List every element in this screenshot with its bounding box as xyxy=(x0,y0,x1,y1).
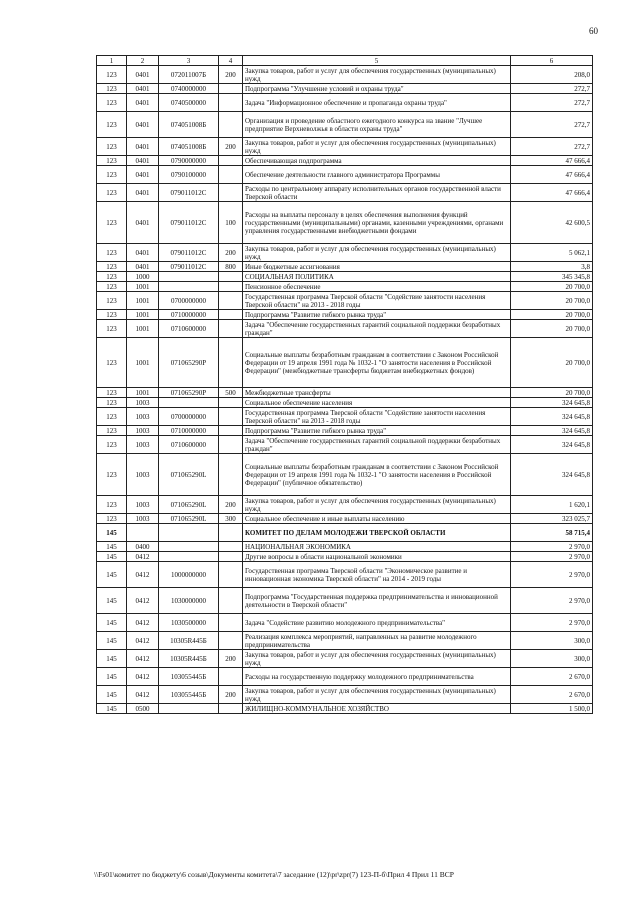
table-row xyxy=(97,112,593,138)
cell-c1: 123 xyxy=(97,156,127,166)
cell-c5: Задача "Содействие развитию молодежного предпринимательства" xyxy=(243,614,511,632)
cell-c2: 1003 xyxy=(127,426,159,436)
table-row xyxy=(97,614,593,632)
table-row xyxy=(97,588,593,614)
cell-c5: Закупка товаров, работ и услуг для обеспечения государственных (муниципальных) нужд xyxy=(243,650,511,668)
cell-c6: 20 700,0 xyxy=(511,388,593,398)
cell-c1: 123 xyxy=(97,244,127,262)
cell-c4: 800 xyxy=(219,262,243,272)
cell-c1: 123 xyxy=(97,166,127,184)
cell-c1: 123 xyxy=(97,426,127,436)
cell-c2: 0401 xyxy=(127,184,159,202)
table-row xyxy=(97,562,593,588)
cell-c2: 0400 xyxy=(127,542,159,552)
cell-c4 xyxy=(219,272,243,282)
table-row xyxy=(97,632,593,650)
cell-c6: 47 666,4 xyxy=(511,166,593,184)
table-body xyxy=(97,66,593,714)
cell-c2: 1003 xyxy=(127,436,159,454)
cell-c1: 145 xyxy=(97,668,127,686)
cell-c2: 1003 xyxy=(127,408,159,426)
table-row xyxy=(97,398,593,408)
cell-c6: 47 666,4 xyxy=(511,156,593,166)
cell-c2: 0401 xyxy=(127,156,159,166)
cell-c3: 1000000000 xyxy=(159,562,219,588)
cell-c6: 272,7 xyxy=(511,112,593,138)
cell-c4 xyxy=(219,588,243,614)
cell-c2: 0412 xyxy=(127,650,159,668)
cell-c3: 1030000000 xyxy=(159,588,219,614)
cell-c1: 123 xyxy=(97,496,127,514)
cell-c1: 123 xyxy=(97,282,127,292)
cell-c3 xyxy=(159,704,219,714)
cell-c4 xyxy=(219,84,243,94)
cell-c3: 0710600000 xyxy=(159,436,219,454)
cell-c1: 145 xyxy=(97,614,127,632)
table-row xyxy=(97,84,593,94)
cell-c5: Другие вопросы в области национальной экономики xyxy=(243,552,511,562)
table-row xyxy=(97,514,593,524)
cell-c4 xyxy=(219,552,243,562)
cell-c2: 0401 xyxy=(127,244,159,262)
cell-c5: Социальные выплаты безработным гражданам в соответствии с Законом Российской Федерации от 19 апреля 1991 года № 1032-1 "О занятости населения в Российской Федерации" (публичное обязательство) xyxy=(243,454,511,496)
table-row xyxy=(97,310,593,320)
cell-c4 xyxy=(219,398,243,408)
cell-c6: 345 345,8 xyxy=(511,272,593,282)
cell-c4 xyxy=(219,704,243,714)
cell-c6: 58 715,4 xyxy=(511,524,593,542)
cell-c5: НАЦИОНАЛЬНАЯ ЭКОНОМИКА xyxy=(243,542,511,552)
cell-c6: 2 670,0 xyxy=(511,668,593,686)
cell-c6: 2 970,0 xyxy=(511,614,593,632)
cell-c5: Расходы по центральному аппарату исполнительных органов государственной власти Тверской области xyxy=(243,184,511,202)
cell-c6: 300,0 xyxy=(511,632,593,650)
cell-c6: 1 620,1 xyxy=(511,496,593,514)
page-number: 60 xyxy=(589,26,598,36)
table-row xyxy=(97,292,593,310)
cell-c2: 1001 xyxy=(127,282,159,292)
cell-c1: 123 xyxy=(97,112,127,138)
table-row xyxy=(97,426,593,436)
table-row xyxy=(97,552,593,562)
table-header-row xyxy=(97,56,593,66)
cell-c2: 1003 xyxy=(127,454,159,496)
cell-c5: Подпрограмма "Развитие гибкого рынка труда" xyxy=(243,310,511,320)
table-row xyxy=(97,262,593,272)
cell-c4 xyxy=(219,436,243,454)
cell-c6: 300,0 xyxy=(511,650,593,668)
cell-c4 xyxy=(219,310,243,320)
cell-c3: 074051008Б xyxy=(159,112,219,138)
cell-c3: 079011012С xyxy=(159,244,219,262)
table-row xyxy=(97,66,593,84)
cell-c2 xyxy=(127,524,159,542)
cell-c6: 208,0 xyxy=(511,66,593,84)
cell-c3: 0740000000 xyxy=(159,84,219,94)
cell-c6: 2 970,0 xyxy=(511,552,593,562)
cell-c3 xyxy=(159,542,219,552)
cell-c5: Подпрограмма "Улучшение условий и охраны труда" xyxy=(243,84,511,94)
table-row xyxy=(97,184,593,202)
cell-c1: 145 xyxy=(97,632,127,650)
cell-c6: 272,7 xyxy=(511,94,593,112)
cell-c6: 20 700,0 xyxy=(511,282,593,292)
cell-c3: 079011012С xyxy=(159,262,219,272)
cell-c4 xyxy=(219,524,243,542)
cell-c5: СОЦИАЛЬНАЯ ПОЛИТИКА xyxy=(243,272,511,282)
cell-c1: 123 xyxy=(97,202,127,244)
cell-c6: 2 670,0 xyxy=(511,686,593,704)
table-row xyxy=(97,686,593,704)
cell-c1: 123 xyxy=(97,272,127,282)
cell-c1: 123 xyxy=(97,454,127,496)
cell-c2: 1000 xyxy=(127,272,159,282)
table-row xyxy=(97,272,593,282)
cell-c5: Межбюджетные трансферты xyxy=(243,388,511,398)
cell-c4: 200 xyxy=(219,244,243,262)
cell-c5: Обеспечивающая подпрограмма xyxy=(243,156,511,166)
cell-c3: 0710000000 xyxy=(159,310,219,320)
cell-c6: 20 700,0 xyxy=(511,320,593,338)
cell-c5: Подпрограмма "Развитие гибкого рынка труда" xyxy=(243,426,511,436)
col-header-3: 3 xyxy=(159,56,219,66)
cell-c5: Государственная программа Тверской области "Содействие занятости населения Тверской области" на 2013 - 2018 годы xyxy=(243,408,511,426)
cell-c3: 079011012С xyxy=(159,184,219,202)
cell-c2: 1001 xyxy=(127,310,159,320)
cell-c4 xyxy=(219,94,243,112)
cell-c5: Расходы на государственную поддержку молодежного предпринимательства xyxy=(243,668,511,686)
cell-c2: 0401 xyxy=(127,84,159,94)
cell-c3: 10305R445Б xyxy=(159,650,219,668)
col-header-4: 4 xyxy=(219,56,243,66)
cell-c4 xyxy=(219,338,243,388)
table-row xyxy=(97,704,593,714)
cell-c5: Социальное обеспечение и иные выплаты населению xyxy=(243,514,511,524)
cell-c6: 2 970,0 xyxy=(511,562,593,588)
table-row xyxy=(97,408,593,426)
cell-c4 xyxy=(219,292,243,310)
cell-c5: Подпрограмма "Государственная поддержка предпринимательства и инновационной деятельности в Тверской области" xyxy=(243,588,511,614)
cell-c6: 20 700,0 xyxy=(511,338,593,388)
cell-c4: 200 xyxy=(219,496,243,514)
cell-c6: 324 645,8 xyxy=(511,436,593,454)
cell-c2: 1001 xyxy=(127,388,159,398)
cell-c1: 145 xyxy=(97,552,127,562)
cell-c5: Реализация комплекса мероприятий, направленных на развитие молодежного предпринимательства xyxy=(243,632,511,650)
cell-c4 xyxy=(219,112,243,138)
cell-c4 xyxy=(219,166,243,184)
table-row xyxy=(97,496,593,514)
cell-c3: 10305R445Б xyxy=(159,632,219,650)
cell-c6: 42 600,5 xyxy=(511,202,593,244)
cell-c6: 323 025,7 xyxy=(511,514,593,524)
cell-c4 xyxy=(219,156,243,166)
cell-c5: Пенсионное обеспечение xyxy=(243,282,511,292)
cell-c5: Задача "Информационное обеспечение и пропаганда охраны труда" xyxy=(243,94,511,112)
cell-c1: 145 xyxy=(97,562,127,588)
table-row xyxy=(97,244,593,262)
cell-c2: 0412 xyxy=(127,552,159,562)
cell-c6: 1 500,0 xyxy=(511,704,593,714)
cell-c2: 0401 xyxy=(127,112,159,138)
cell-c4: 200 xyxy=(219,138,243,156)
cell-c2: 1003 xyxy=(127,398,159,408)
table-row xyxy=(97,650,593,668)
cell-c3: 074051008Б xyxy=(159,138,219,156)
cell-c2: 1001 xyxy=(127,338,159,388)
cell-c6: 324 645,8 xyxy=(511,398,593,408)
cell-c3 xyxy=(159,398,219,408)
cell-c2: 0401 xyxy=(127,166,159,184)
cell-c4: 300 xyxy=(219,514,243,524)
table-row xyxy=(97,138,593,156)
cell-c3: 0790100000 xyxy=(159,166,219,184)
table-row xyxy=(97,338,593,388)
cell-c3: 0790000000 xyxy=(159,156,219,166)
cell-c6: 20 700,0 xyxy=(511,292,593,310)
cell-c3: 079011012С xyxy=(159,202,219,244)
cell-c3 xyxy=(159,552,219,562)
cell-c6: 2 970,0 xyxy=(511,588,593,614)
cell-c5: Социальное обеспечение населения xyxy=(243,398,511,408)
cell-c2: 0500 xyxy=(127,704,159,714)
cell-c5: Иные бюджетные ассигнования xyxy=(243,262,511,272)
cell-c2: 0412 xyxy=(127,588,159,614)
cell-c1: 123 xyxy=(97,84,127,94)
cell-c2: 0412 xyxy=(127,614,159,632)
cell-c4 xyxy=(219,426,243,436)
table-row xyxy=(97,320,593,338)
cell-c5: КОМИТЕТ ПО ДЕЛАМ МОЛОДЕЖИ ТВЕРСКОЙ ОБЛАСТИ xyxy=(243,524,511,542)
cell-c3: 0740500000 xyxy=(159,94,219,112)
cell-c2: 1001 xyxy=(127,292,159,310)
cell-c4 xyxy=(219,562,243,588)
cell-c5: Закупка товаров, работ и услуг для обеспечения государственных (муниципальных) нужд xyxy=(243,496,511,514)
cell-c1: 123 xyxy=(97,338,127,388)
cell-c5: Обеспечение деятельности главного администратора Программы xyxy=(243,166,511,184)
cell-c3: 071065290Р xyxy=(159,338,219,388)
table-row xyxy=(97,156,593,166)
cell-c4 xyxy=(219,320,243,338)
cell-c3 xyxy=(159,524,219,542)
cell-c6: 20 700,0 xyxy=(511,310,593,320)
col-header-1: 1 xyxy=(97,56,127,66)
cell-c3: 0700000000 xyxy=(159,292,219,310)
cell-c1: 123 xyxy=(97,262,127,272)
table-row xyxy=(97,388,593,398)
cell-c1: 123 xyxy=(97,138,127,156)
cell-c3: 071065290L xyxy=(159,454,219,496)
cell-c5: Государственная программа Тверской области "Экономическое развитие и инновационная экономика Тверской области" на 2014 - 2019 годы xyxy=(243,562,511,588)
cell-c2: 0401 xyxy=(127,262,159,272)
cell-c3: 0710000000 xyxy=(159,426,219,436)
cell-c5: Организация и проведение областного ежегодного конкурса на звание "Лучшее предприятие Верхневолжья в области охраны труда" xyxy=(243,112,511,138)
table-row xyxy=(97,524,593,542)
cell-c2: 1003 xyxy=(127,496,159,514)
cell-c2: 0412 xyxy=(127,562,159,588)
cell-c1: 123 xyxy=(97,388,127,398)
cell-c3: 1030500000 xyxy=(159,614,219,632)
cell-c6: 272,7 xyxy=(511,84,593,94)
footer-path: \\Fs01\комитет по бюджету\6 созыв\Документы комитета\7 заседание (12)\pr\zpr(7) 123-П-б\Прил 4 Прил 11 ВСР xyxy=(94,870,454,879)
col-header-6: 6 xyxy=(511,56,593,66)
cell-c1: 123 xyxy=(97,408,127,426)
cell-c2: 1001 xyxy=(127,320,159,338)
cell-c4: 200 xyxy=(219,650,243,668)
cell-c1: 145 xyxy=(97,650,127,668)
cell-c4: 200 xyxy=(219,66,243,84)
cell-c5: Расходы на выплаты персоналу в целях обеспечения выполнения функций государственными (муниципальными) органами, казенными учреждениями, органами управления государственными внебюджетными фондами xyxy=(243,202,511,244)
cell-c5: Задача "Обеспечение государственных гарантий социальной поддержки безработных граждан" xyxy=(243,320,511,338)
col-header-5: 5 xyxy=(243,56,511,66)
table-row xyxy=(97,202,593,244)
cell-c3 xyxy=(159,282,219,292)
table-row xyxy=(97,436,593,454)
cell-c2: 0401 xyxy=(127,94,159,112)
cell-c6: 324 645,8 xyxy=(511,454,593,496)
cell-c2: 0401 xyxy=(127,202,159,244)
cell-c5: Задача "Обеспечение государственных гарантий социальной поддержки безработных граждан" xyxy=(243,436,511,454)
cell-c5: Государственная программа Тверской области "Содействие занятости населения Тверской области" на 2013 - 2018 годы xyxy=(243,292,511,310)
cell-c5: Закупка товаров, работ и услуг для обеспечения государственных (муниципальных) нужд xyxy=(243,66,511,84)
cell-c3: 071065290L xyxy=(159,514,219,524)
cell-c2: 0401 xyxy=(127,138,159,156)
cell-c4 xyxy=(219,668,243,686)
cell-c6: 324 645,8 xyxy=(511,408,593,426)
table-row xyxy=(97,668,593,686)
cell-c1: 123 xyxy=(97,94,127,112)
cell-c4 xyxy=(219,408,243,426)
table-row xyxy=(97,454,593,496)
cell-c1: 123 xyxy=(97,292,127,310)
cell-c1: 123 xyxy=(97,514,127,524)
cell-c2: 1003 xyxy=(127,514,159,524)
budget-table xyxy=(96,55,593,714)
cell-c1: 123 xyxy=(97,66,127,84)
cell-c3: 072011007Б xyxy=(159,66,219,84)
cell-c5: Социальные выплаты безработным гражданам в соответствии с Законом Российской Федерации от 19 апреля 1991 года № 1032-1 "О занятости населения в Российской Федерации" (межбюджетные трансферты бюджетам внебюджетных фондов) xyxy=(243,338,511,388)
cell-c3: 0700000000 xyxy=(159,408,219,426)
cell-c4 xyxy=(219,282,243,292)
cell-c3: 071065290L xyxy=(159,496,219,514)
cell-c3: 103055445Б xyxy=(159,668,219,686)
table-row xyxy=(97,542,593,552)
cell-c1: 145 xyxy=(97,524,127,542)
cell-c1: 123 xyxy=(97,436,127,454)
cell-c1: 145 xyxy=(97,542,127,552)
cell-c4: 100 xyxy=(219,202,243,244)
cell-c2: 0412 xyxy=(127,632,159,650)
cell-c5: Закупка товаров, работ и услуг для обеспечения государственных (муниципальных) нужд xyxy=(243,686,511,704)
cell-c4 xyxy=(219,184,243,202)
cell-c3: 071065290Р xyxy=(159,388,219,398)
cell-c2: 0401 xyxy=(127,66,159,84)
cell-c5: ЖИЛИЩНО-КОММУНАЛЬНОЕ ХОЗЯЙСТВО xyxy=(243,704,511,714)
table-row xyxy=(97,166,593,184)
cell-c6: 5 062,1 xyxy=(511,244,593,262)
cell-c1: 145 xyxy=(97,588,127,614)
cell-c6: 3,8 xyxy=(511,262,593,272)
cell-c4: 500 xyxy=(219,388,243,398)
cell-c2: 0412 xyxy=(127,668,159,686)
cell-c4 xyxy=(219,542,243,552)
cell-c6: 47 666,4 xyxy=(511,184,593,202)
cell-c3: 0710600000 xyxy=(159,320,219,338)
table-row xyxy=(97,94,593,112)
col-header-2: 2 xyxy=(127,56,159,66)
cell-c2: 0412 xyxy=(127,686,159,704)
cell-c4 xyxy=(219,632,243,650)
cell-c6: 272,7 xyxy=(511,138,593,156)
cell-c6: 2 970,0 xyxy=(511,542,593,552)
cell-c3: 103055445Б xyxy=(159,686,219,704)
cell-c4 xyxy=(219,614,243,632)
cell-c1: 145 xyxy=(97,704,127,714)
cell-c1: 123 xyxy=(97,310,127,320)
cell-c4 xyxy=(219,454,243,496)
cell-c1: 145 xyxy=(97,686,127,704)
cell-c4: 200 xyxy=(219,686,243,704)
cell-c1: 123 xyxy=(97,398,127,408)
cell-c1: 123 xyxy=(97,320,127,338)
cell-c5: Закупка товаров, работ и услуг для обеспечения государственных (муниципальных) нужд xyxy=(243,138,511,156)
table-row xyxy=(97,282,593,292)
cell-c3 xyxy=(159,272,219,282)
cell-c5: Закупка товаров, работ и услуг для обеспечения государственных (муниципальных) нужд xyxy=(243,244,511,262)
cell-c1: 123 xyxy=(97,184,127,202)
cell-c6: 324 645,8 xyxy=(511,426,593,436)
